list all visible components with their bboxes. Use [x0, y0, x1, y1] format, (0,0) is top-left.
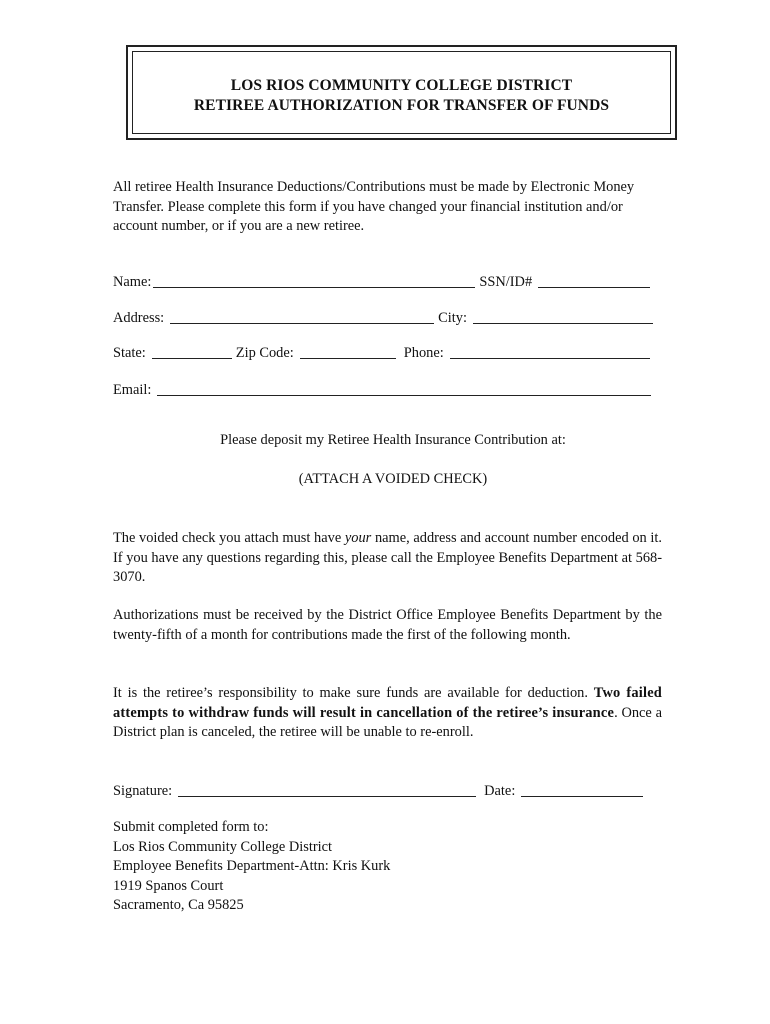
form-title: RETIREE AUTHORIZATION FOR TRANSFER OF FUNDS	[193, 97, 610, 114]
cancellation-warning: Two failed attempts to withdraw funds will result in cancellation of the retiree’s insurance	[113, 685, 662, 721]
title-box	[126, 45, 677, 140]
responsibility-text-end: . Once a District plan is canceled, the retiree will be unable to re-enroll.	[113, 704, 662, 741]
address-label: Address:	[113, 310, 165, 326]
phone-field[interactable]	[450, 345, 650, 359]
email-row	[113, 380, 658, 399]
submit-department: Employee Benefits Department-Attn: Kris Kurk	[113, 858, 391, 875]
voided-text-end: name, address and account number encoded on it. If you have any questions regarding this, please call the Employee Benefits Department at 568-3070.	[113, 530, 662, 586]
voided-text-start: The voided check you attach must have	[113, 530, 345, 546]
state-zip-phone-row	[113, 343, 658, 362]
voided-check-paragraph	[113, 529, 662, 588]
deposit-instruction: Please deposit my Retiree Health Insurance Contribution at:	[220, 432, 566, 448]
district-title: LOS RIOS COMMUNITY COLLEGE DISTRICT	[230, 77, 573, 94]
signature-label: Signature:	[113, 783, 173, 799]
submit-instruction: Submit completed form to:	[113, 819, 269, 835]
zip-field[interactable]	[300, 345, 396, 359]
state-label: State:	[113, 345, 146, 361]
address-field[interactable]	[170, 310, 434, 324]
submit-address-block	[113, 818, 390, 916]
signature-date-row	[113, 781, 658, 800]
responsibility-paragraph	[113, 684, 662, 743]
submit-city: Sacramento, Ca 95825	[113, 897, 244, 914]
name-label: Name:	[113, 274, 152, 290]
phone-label: Phone:	[403, 345, 444, 361]
ssn-field[interactable]	[538, 274, 650, 288]
date-field[interactable]	[521, 783, 643, 797]
email-field[interactable]	[157, 382, 651, 396]
zip-label: Zip Code:	[235, 345, 294, 361]
city-label: City:	[438, 310, 467, 326]
voided-emphasis: your	[344, 530, 372, 546]
submit-org: Los Rios Community College District	[113, 838, 333, 855]
name-field[interactable]	[153, 274, 475, 288]
signature-field[interactable]	[178, 783, 476, 797]
submit-street: 1919 Spanos Court	[113, 877, 224, 894]
responsibility-text-start: It is the retiree’s responsibility to make sure funds are available for deduction.	[113, 685, 594, 701]
state-field[interactable]	[152, 345, 232, 359]
attach-voided-check: (ATTACH A VOIDED CHECK)	[298, 471, 488, 487]
address-city-row	[113, 308, 658, 327]
date-label: Date:	[484, 783, 516, 799]
ssn-label: SSN/ID#	[479, 274, 533, 290]
email-label: Email:	[113, 382, 152, 398]
authorizations-paragraph: Authorizations must be received by the District Office Employee Benefits Department by the twenty-fifth of a month for contributions made the first of the following month.	[113, 607, 662, 643]
intro-paragraph: All retiree Health Insurance Deductions/Contributions must be made by Electronic Money Transfer. Please complete this form if you have changed your financial institution and/or account number, or if you are a new retiree.	[113, 179, 635, 235]
name-ssn-row	[113, 272, 658, 291]
city-field[interactable]	[473, 310, 653, 324]
